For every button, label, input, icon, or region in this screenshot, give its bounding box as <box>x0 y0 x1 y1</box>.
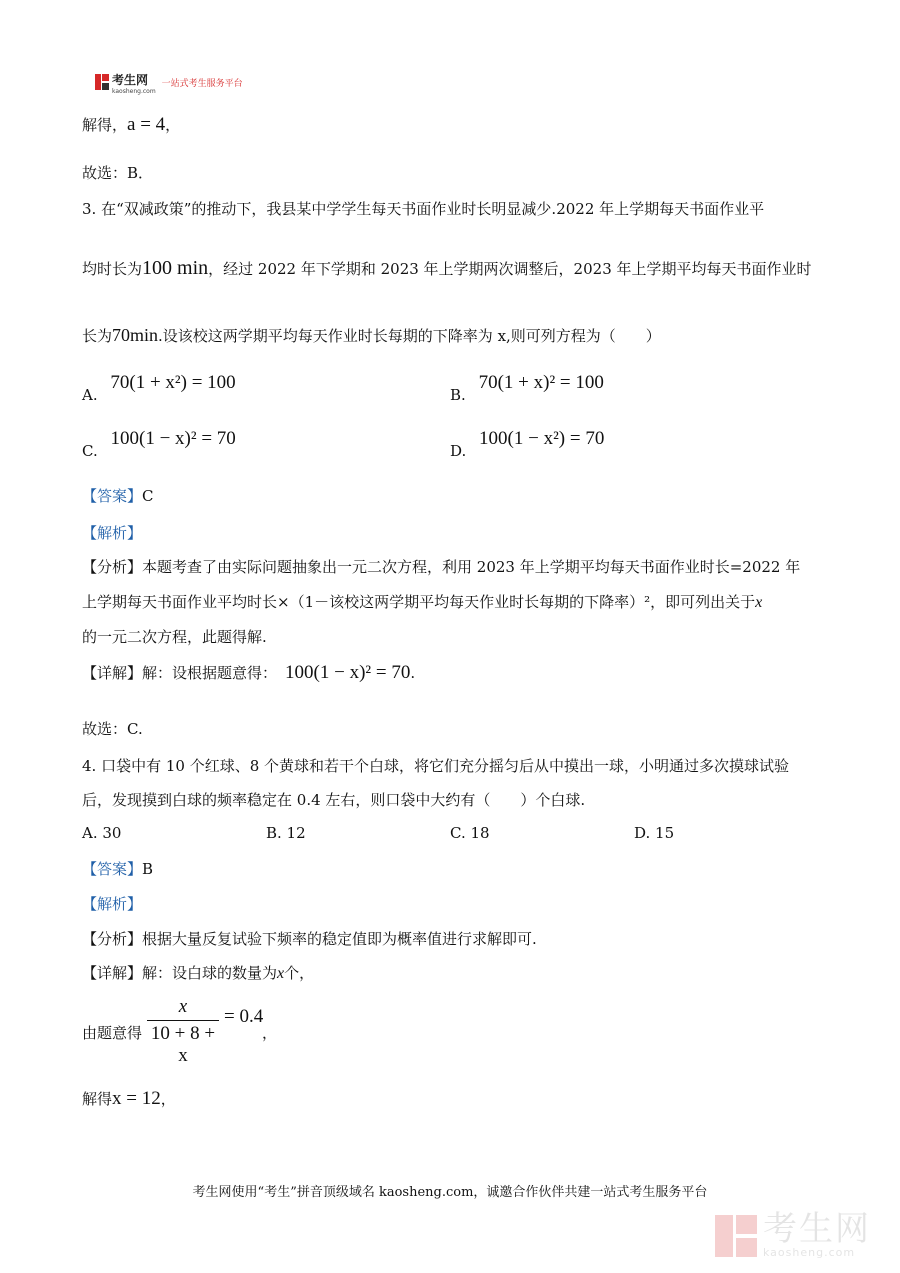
watermark <box>715 1209 871 1259</box>
logo-slogan: 一站式考生服务平台 <box>161 78 243 89</box>
q3-line3-val: 70min <box>112 325 159 345</box>
q3-choose: 故选：C. <box>82 720 143 738</box>
logo-icon <box>95 74 109 90</box>
prev-choose: 故选：B． <box>82 164 154 182</box>
q4-solve-end: ， <box>160 1090 176 1108</box>
q4-detail-tag: 【详解】 <box>82 964 143 982</box>
q3-option-c-expr: 100(1 − x)² = 70 <box>110 428 236 449</box>
q3-option-b-expr: 70(1 + x)² = 100 <box>478 372 604 393</box>
watermark-text <box>763 1209 871 1259</box>
q4-fraction <box>147 996 219 1067</box>
q3-option-c <box>82 428 236 460</box>
q3-fenxi-tag: 【分析】 <box>82 558 143 576</box>
q3-detail-tag: 【详解】 <box>82 664 143 682</box>
q4-answer-value: B <box>142 860 154 878</box>
prev-solve-text: 解得， <box>82 116 128 134</box>
q4-eq-denominator: 10 + 8 + x <box>150 1023 216 1066</box>
q3-line3-a: 长为 <box>82 327 113 345</box>
q3-detail-eq: 100(1 − x)² = 70 <box>285 662 411 683</box>
q4-fenxi <box>82 928 537 949</box>
prev-solve-line <box>82 114 180 136</box>
q4-solve <box>82 1088 176 1110</box>
q4-detail-text: 解：设白球的数量为 <box>142 964 278 982</box>
prev-solve-end: ， <box>165 116 181 134</box>
logo-text <box>112 70 156 95</box>
q3-option-a <box>82 372 236 404</box>
prev-solve-eq: a = 4 <box>127 114 166 135</box>
q3-option-b <box>450 372 604 404</box>
q4-answer-tag: 【答案】 <box>82 860 143 878</box>
q3-option-b-label: B. <box>450 386 466 404</box>
q3-line2-b: ，经过 2022 年下学期和 2023 年上学期两次调整后，2023 年上学期平均每天书面作业时 <box>208 260 812 278</box>
q3-fenxi-2: 上学期每天书面作业平均时长×（1－该校这两学期平均每天作业时长每期的下降率）²，即可列出关于 <box>82 593 756 611</box>
q4-analysis-tag: 【解析】 <box>82 895 143 913</box>
q4-option-c: C. 18 <box>450 824 490 842</box>
q4-option-b: B. 12 <box>266 824 306 842</box>
q4-fenxi-text: 根据大量反复试验下频率的稳定值即为概率值进行求解即可. <box>142 930 537 948</box>
q3-fenxi-1: 本题考查了由实际问题抽象出一元二次方程，利用 2023 年上学期平均每天书面作业时长=2022 年 <box>142 558 801 576</box>
q3-option-a-expr: 70(1 + x²) = 100 <box>110 372 236 393</box>
q3-detail-end: . <box>410 664 416 682</box>
q4-detail-var: x <box>277 965 285 982</box>
q3-option-c-label: C. <box>82 442 98 460</box>
q3-option-d-expr: 100(1 − x²) = 70 <box>479 428 605 449</box>
q4-answer <box>82 858 153 879</box>
q4-line2: 后，发现摸到白球的频率稳定在 0.4 左右，则口袋中大约有（ ）个白球. <box>82 791 586 809</box>
q3-option-d <box>450 428 605 460</box>
logo-domain: kaosheng.com <box>112 87 156 95</box>
q4-eq-prefix: 由题意得 <box>82 1024 143 1042</box>
logo-name: 考生网 <box>112 72 149 87</box>
q4-line1: 4. 口袋中有 10 个红球、8 个黄球和若干个白球，将它们充分摇匀后从中摸出一球，小明通过多次摸球试验 <box>82 757 790 775</box>
q3-answer <box>82 485 154 506</box>
watermark-name: 考生网 <box>763 1209 871 1249</box>
q3-fenxi-2-var: x <box>755 594 763 611</box>
q3-line2-a: 均时长为 <box>82 260 143 278</box>
q3-detail <box>82 662 415 684</box>
q4-detail-unit: 个， <box>284 964 315 982</box>
page-footer: 考生网使用“考生”拼音顶级域名 kaosheng.com，诚邀合作伙伴共建一站式考生服务平台 <box>192 1185 708 1200</box>
q3-line3-b: .设该校这两学期平均每天作业时长每期的下降率为 x,则可列方程为（ ） <box>158 327 661 345</box>
q3-option-d-label: D. <box>450 442 467 460</box>
q3-line2-val: 100 min <box>142 257 209 279</box>
q3-fenxi-line2 <box>82 591 762 612</box>
q3-line2 <box>82 257 812 280</box>
q4-eq-rhs: = 0.4 <box>224 1006 264 1027</box>
q4-fenxi-tag: 【分析】 <box>82 930 143 948</box>
q3-fenxi-line1 <box>82 556 800 577</box>
q3-answer-tag: 【答案】 <box>82 487 143 505</box>
q3-fenxi-line3: 的一元二次方程，此题得解. <box>82 628 267 646</box>
header-logo <box>95 72 243 95</box>
q4-eq-numerator: x <box>178 996 188 1017</box>
q3-line1: 3. 在“双减政策”的推动下，我县某中学学生每天书面作业时长明显减少.2022 年上学期每天书面作业平 <box>82 200 765 218</box>
q3-detail-text: 解：设根据题意得： <box>142 664 278 682</box>
watermark-domain: kaosheng.com <box>763 1246 856 1259</box>
q4-option-d: D. 15 <box>634 824 675 842</box>
fraction-bar <box>147 1020 219 1021</box>
q3-answer-value: C <box>142 487 154 505</box>
q4-solve-text: 解得 <box>82 1090 113 1108</box>
q4-option-a: A. 30 <box>82 824 122 842</box>
q3-analysis-tag: 【解析】 <box>82 524 143 542</box>
q4-eq-end: ， <box>262 1024 278 1042</box>
q3-option-a-label: A. <box>82 386 98 404</box>
q4-detail <box>82 962 314 983</box>
watermark-logo-icon <box>715 1215 757 1257</box>
q4-solve-eq: x = 12 <box>112 1088 161 1109</box>
q3-line3 <box>82 325 661 346</box>
